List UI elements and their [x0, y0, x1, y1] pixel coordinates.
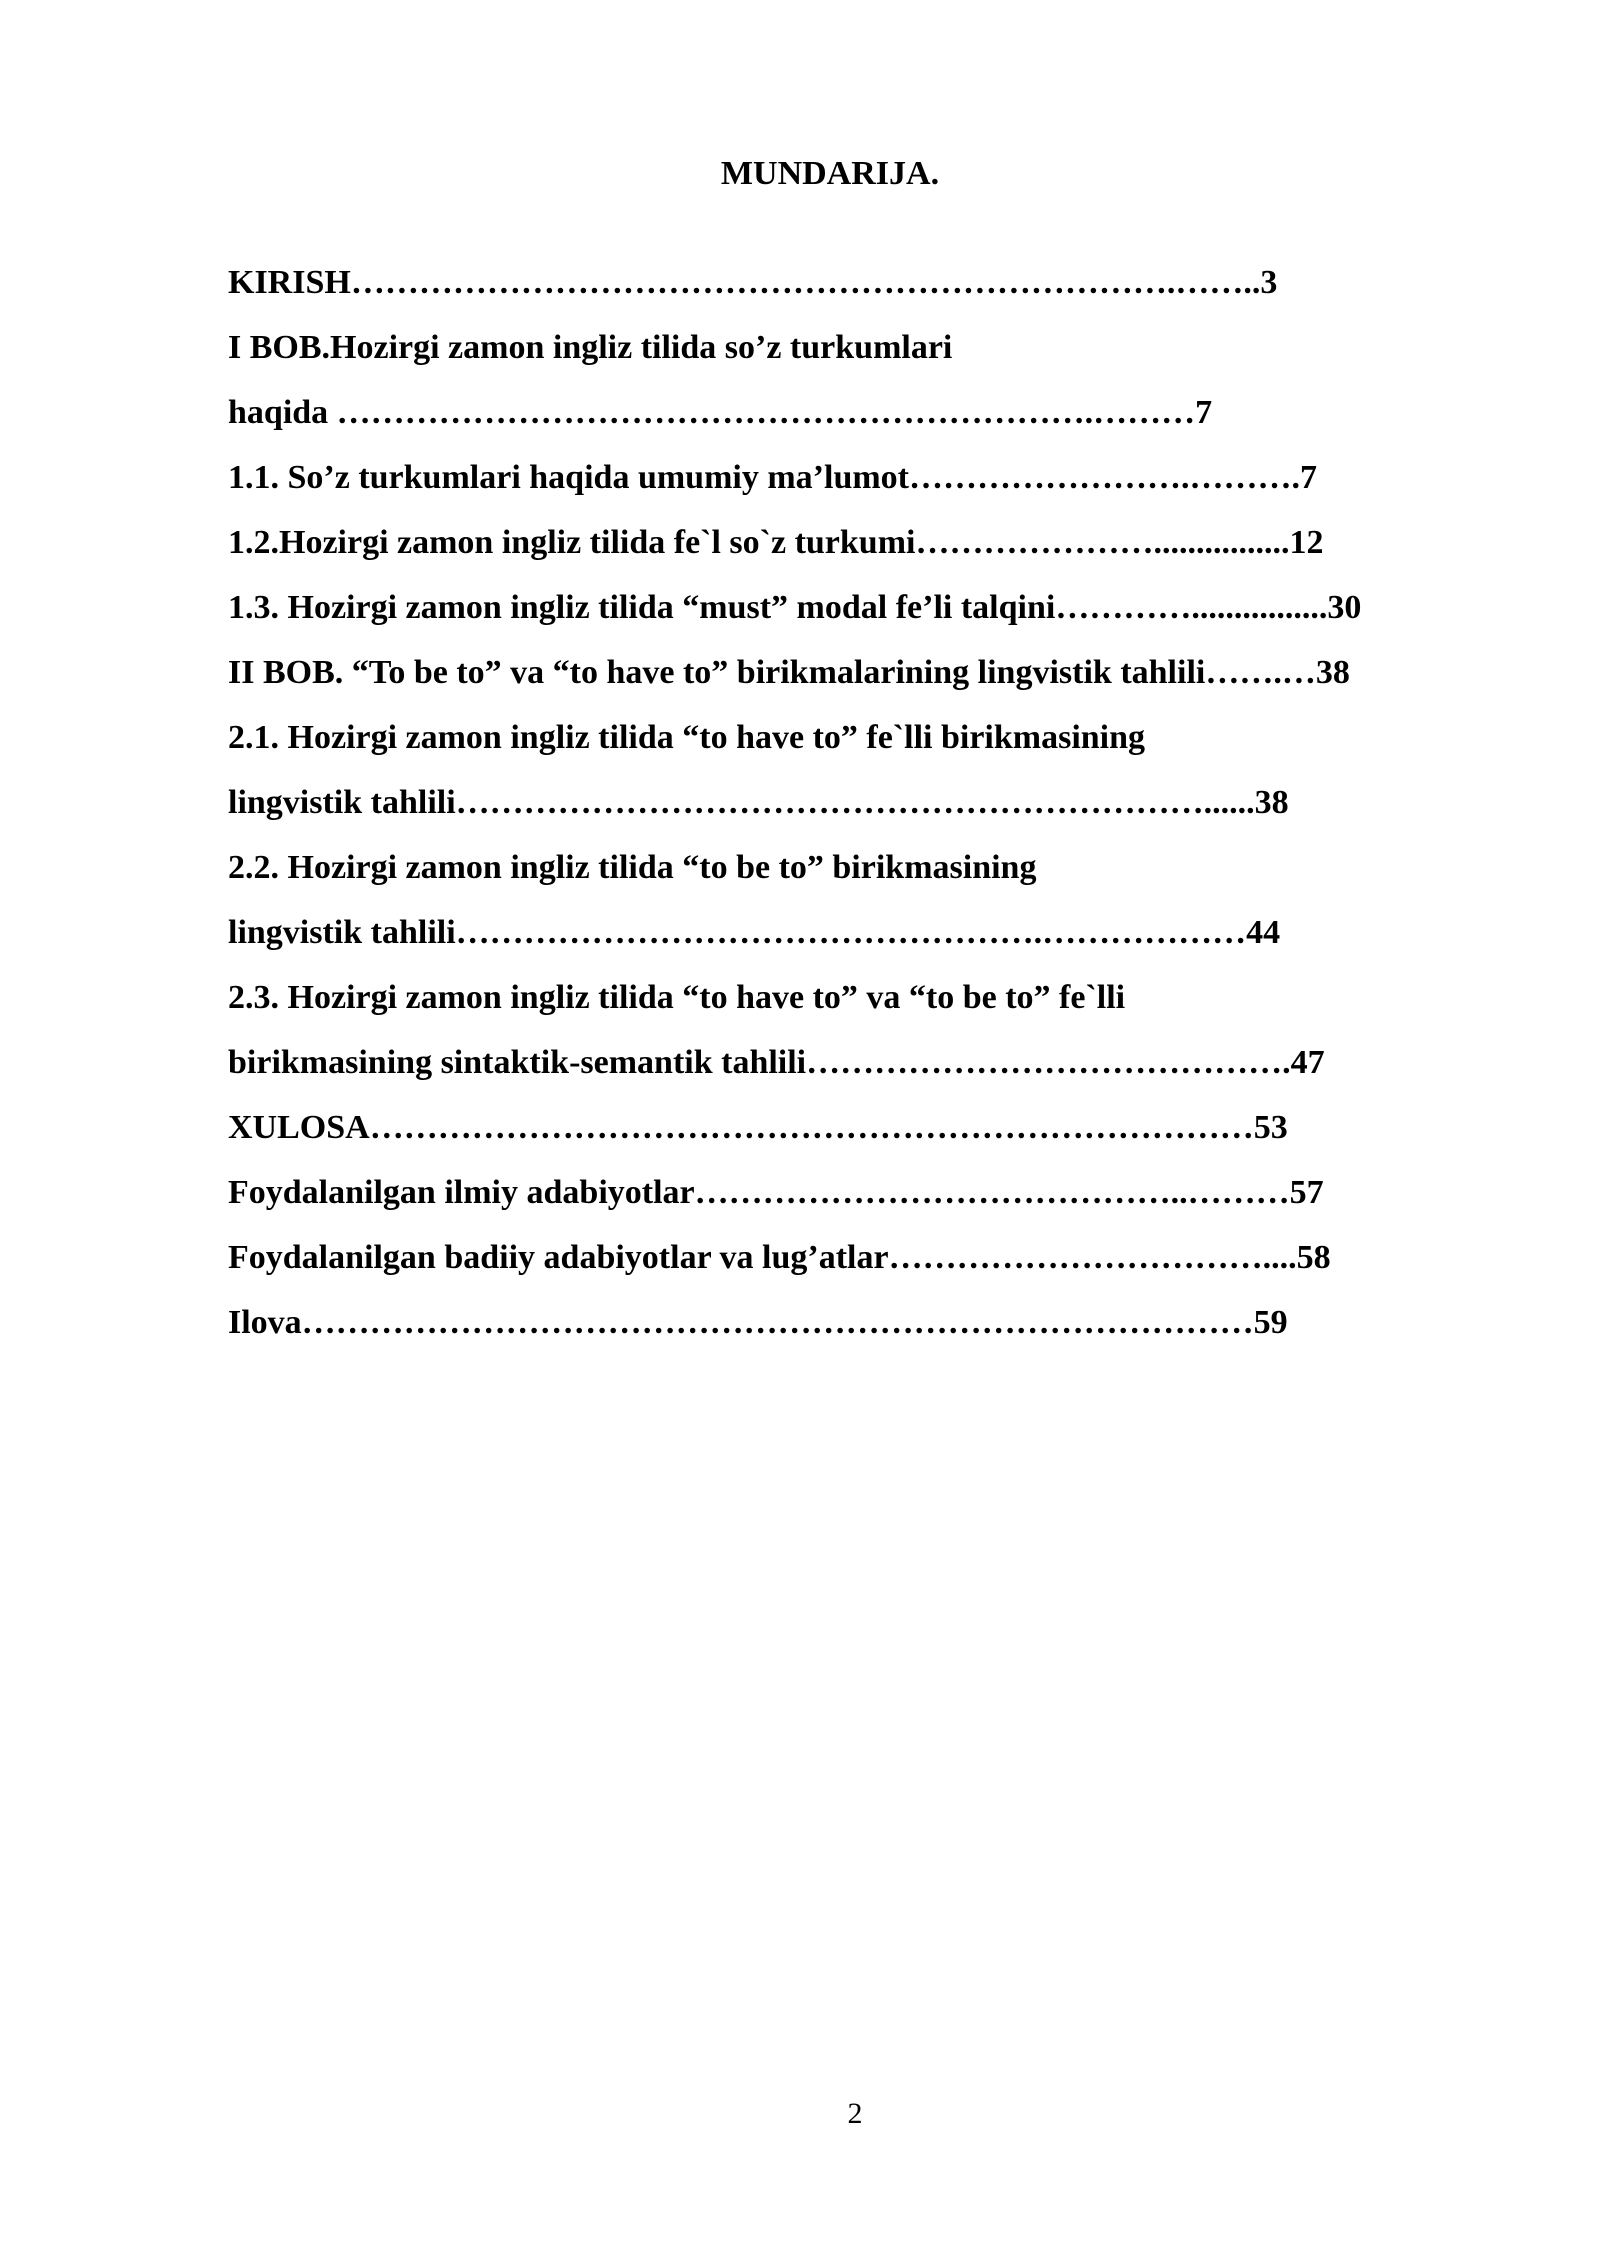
toc-entry-chapter-2: II BOB. “To be to” va “to have to” birikmalarining lingvistik tahlili…….…38	[228, 654, 1350, 691]
page-number: 2	[847, 2097, 863, 2130]
toc-entry-1-3: 1.3. Hozirgi zamon ingliz tilida “must” modal fe’li talqini…………................30	[228, 589, 1362, 626]
toc-entry-chapter-1-cont: haqida ………………………………………………………….………7	[228, 394, 1213, 431]
toc-entry-2-3-title: 2.3. Hozirgi zamon ingliz tilida “to have to” va “to be to” fe`lli	[228, 979, 1126, 1016]
toc-entry-ilmiy-adabiyotlar: Foydalanilgan ilmiy adabiyotlar……………………………………..………57	[228, 1174, 1324, 1211]
toc-entry-badiiy-adabiyotlar: Foydalanilgan badiiy adabiyotlar va lug’atlar……………………………....58	[228, 1239, 1331, 1276]
toc-entry-2-1-cont: lingvistik tahlili…………………………………………………………......38	[228, 784, 1289, 821]
table-of-contents	[228, 261, 1488, 1366]
toc-entry-1-2: 1.2.Hozirgi zamon ingliz tilida fe`l so`z turkumi…………………................12	[228, 524, 1324, 561]
page-title: MUNDARIJA.	[720, 155, 940, 192]
toc-entry-ilova: Ilova…………………………………………………………………………59	[228, 1304, 1288, 1341]
toc-entry-2-3-cont: birikmasining sintaktik-semantik tahlili…………………………………….47	[228, 1044, 1325, 1081]
toc-entry-xulosa: XULOSA……………………………………………………………………53	[228, 1109, 1288, 1146]
toc-entry-1-1: 1.1. So’z turkumlari haqida umumiy ma’lumot…………………….……….7	[228, 459, 1317, 496]
toc-entry-kirish: KIRISH……………………………………………………………….……..3	[228, 264, 1278, 301]
toc-entry-2-2-title: 2.2. Hozirgi zamon ingliz tilida “to be to” birikmasining	[228, 849, 1037, 886]
toc-entry-2-1-title: 2.1. Hozirgi zamon ingliz tilida “to have to” fe`lli birikmasining	[228, 719, 1146, 756]
toc-entry-2-2-cont: lingvistik tahlili…………………………………………….………………44	[228, 914, 1281, 951]
toc-entry-chapter-1-title: I BOB.Hozirgi zamon ingliz tilida so’z turkumlari	[228, 329, 953, 366]
